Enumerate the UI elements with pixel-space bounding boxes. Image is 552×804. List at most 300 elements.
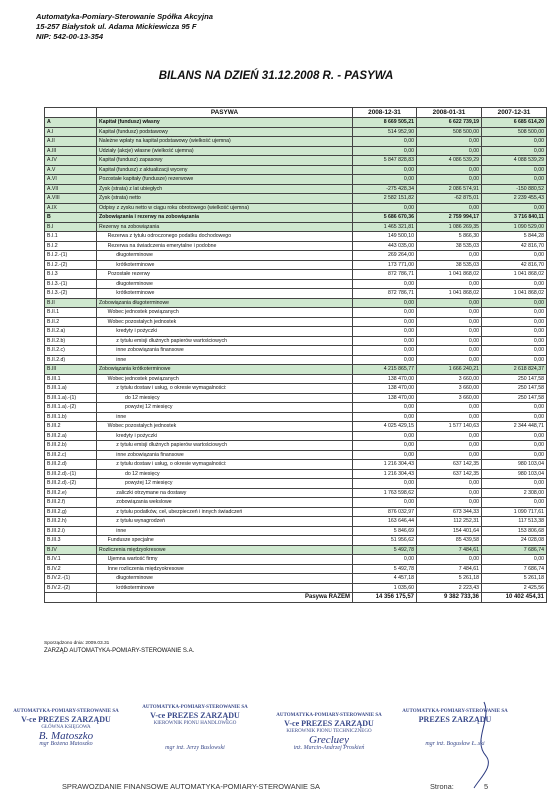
table-row bbox=[45, 184, 547, 194]
row-label: inne bbox=[97, 526, 353, 536]
row-value-1: 163 646,44 bbox=[353, 517, 417, 527]
stamp-2-dept: KIEROWNIK PIONU HANDLOWEGO bbox=[153, 721, 237, 726]
row-value-1: 5 492,78 bbox=[353, 564, 417, 574]
row-value-1: 1 763 598,62 bbox=[353, 488, 417, 498]
footer-text: SPRAWOZDANIE FINANSOWE AUTOMATYKA-POMIARY-STEROWANIE SA bbox=[62, 782, 320, 791]
row-value-3: -150 880,52 bbox=[482, 184, 547, 194]
row-value-1: 5 846,69 bbox=[353, 526, 417, 536]
row-value-1: -275 428,34 bbox=[353, 184, 417, 194]
row-code: B.III.1.a).-(1) bbox=[45, 393, 97, 403]
table-header-row bbox=[45, 108, 547, 118]
row-value-1: 5 492,78 bbox=[353, 545, 417, 555]
header-code bbox=[45, 108, 97, 118]
table-row bbox=[45, 118, 547, 128]
row-value-2: 0,00 bbox=[417, 336, 482, 346]
row-value-3: 24 028,08 bbox=[482, 536, 547, 546]
row-value-2: 5 261,18 bbox=[417, 574, 482, 584]
table-row bbox=[45, 241, 547, 251]
table-row bbox=[45, 336, 547, 346]
row-value-1: 51 956,62 bbox=[353, 536, 417, 546]
row-code: B.I.3.-(1) bbox=[45, 279, 97, 289]
table-row bbox=[45, 545, 547, 555]
row-value-3: 2 239 455,43 bbox=[482, 194, 547, 204]
document-title: BILANS NA DZIEŃ 31.12.2008 R. - PASYWA bbox=[158, 70, 394, 82]
row-value-2: 1 577 140,63 bbox=[417, 422, 482, 432]
table-row bbox=[45, 574, 547, 584]
row-code: B.IV bbox=[45, 545, 97, 555]
row-label: kredyty i pożyczki bbox=[97, 327, 353, 337]
row-code: B.I.2.-(2) bbox=[45, 260, 97, 270]
row-label: Zobowiązania i rezerwy na zobowiązania bbox=[97, 213, 353, 223]
row-code: B.III.2.g) bbox=[45, 507, 97, 517]
row-value-1: 5 686 670,36 bbox=[353, 213, 417, 223]
row-value-1: 0,00 bbox=[353, 165, 417, 175]
row-label: długoterminowe bbox=[97, 574, 353, 584]
row-value-1: 8 669 505,21 bbox=[353, 118, 417, 128]
row-value-1: 269 264,00 bbox=[353, 251, 417, 261]
row-value-2: 3 660,00 bbox=[417, 393, 482, 403]
table-row bbox=[45, 526, 547, 536]
row-value-2: 637 142,35 bbox=[417, 460, 482, 470]
row-label: Wobec pozostałych jednostek bbox=[97, 422, 353, 432]
table-row bbox=[45, 222, 547, 232]
stamp-4-name: mgr inż. Bogusław Ł..ski bbox=[425, 741, 485, 747]
row-code: B.II.1 bbox=[45, 308, 97, 318]
table-row bbox=[45, 460, 547, 470]
row-code: B.III.2.d).-(1) bbox=[45, 469, 97, 479]
table-row bbox=[45, 289, 547, 299]
row-value-1: 0,00 bbox=[353, 279, 417, 289]
table-row bbox=[45, 583, 547, 593]
row-code: B.III.3 bbox=[45, 536, 97, 546]
row-value-2: 0,00 bbox=[417, 279, 482, 289]
row-value-3: 0,00 bbox=[482, 327, 547, 337]
table-row bbox=[45, 146, 547, 156]
row-value-2: 0,00 bbox=[417, 251, 482, 261]
row-value-2: 0,00 bbox=[417, 488, 482, 498]
row-label: Wobec jednostek powiązanych bbox=[97, 374, 353, 384]
row-value-3: 117 513,38 bbox=[482, 517, 547, 527]
row-value-1: 1 035,60 bbox=[353, 583, 417, 593]
stamp-3-role: V-ce PREZES ZARZĄDU bbox=[284, 719, 374, 728]
row-value-2: 5 866,30 bbox=[417, 232, 482, 242]
row-value-2: 0,00 bbox=[417, 431, 482, 441]
row-value-3: 0,00 bbox=[482, 317, 547, 327]
row-code: B.IV.2 bbox=[45, 564, 97, 574]
row-value-3: 0,00 bbox=[482, 203, 547, 213]
total-value-3: 10 402 454,31 bbox=[482, 593, 547, 603]
stamp-3-signature: Grecluey bbox=[309, 734, 349, 746]
row-code: B.III.2.e) bbox=[45, 488, 97, 498]
table-row bbox=[45, 365, 547, 375]
row-value-3: 0,00 bbox=[482, 336, 547, 346]
row-label: inne bbox=[97, 355, 353, 365]
row-label: inne zobowiązania finansowe bbox=[97, 450, 353, 460]
stamp-1 bbox=[2, 708, 130, 748]
row-value-2: 637 142,35 bbox=[417, 469, 482, 479]
stamp-1-dept: GŁÓWNA KSIĘGOWA bbox=[41, 725, 91, 730]
stamp-2 bbox=[130, 704, 260, 752]
row-code: B.II.2.c) bbox=[45, 346, 97, 356]
row-value-1: 0,00 bbox=[353, 327, 417, 337]
row-label: inne zobowiązania finansowe bbox=[97, 346, 353, 356]
row-label: Rezerwa na świadczenia emerytalne i podobne bbox=[97, 241, 353, 251]
table-row bbox=[45, 498, 547, 508]
table-row bbox=[45, 374, 547, 384]
table-row bbox=[45, 127, 547, 137]
row-label: zaliczki otrzymane na dostawy bbox=[97, 488, 353, 498]
table-row bbox=[45, 270, 547, 280]
row-value-3: 42 816,70 bbox=[482, 260, 547, 270]
row-value-3: 250 147,58 bbox=[482, 393, 547, 403]
row-value-1: 5 847 828,83 bbox=[353, 156, 417, 166]
row-label: z tytułu emisji dłużnych papierów wartościowych bbox=[97, 336, 353, 346]
total-label: Pasywa RAZEM bbox=[97, 593, 353, 603]
row-value-2: 0,00 bbox=[417, 346, 482, 356]
row-value-1: 0,00 bbox=[353, 175, 417, 185]
stamp-3-dept: KIEROWNIK PIONU TECHNICZNEGO bbox=[286, 729, 372, 734]
row-value-3: 0,00 bbox=[482, 479, 547, 489]
header-2008-01-31: 2008-01-31 bbox=[417, 108, 482, 118]
table-row bbox=[45, 431, 547, 441]
row-value-3: 6 685 614,20 bbox=[482, 118, 547, 128]
table-row bbox=[45, 346, 547, 356]
row-value-2: 1 041 868,02 bbox=[417, 270, 482, 280]
row-value-1: 4 457,18 bbox=[353, 574, 417, 584]
header-pasywa: PASYWA bbox=[97, 108, 353, 118]
row-value-3: 4 088 539,29 bbox=[482, 156, 547, 166]
table-row bbox=[45, 441, 547, 451]
row-value-3: 0,00 bbox=[482, 403, 547, 413]
row-code: A.VI bbox=[45, 175, 97, 185]
row-value-1: 0,00 bbox=[353, 137, 417, 147]
table-row bbox=[45, 298, 547, 308]
stamp-3-company: AUTOMATYKA-POMIARY-STEROWANIE SA bbox=[276, 713, 382, 718]
table-row bbox=[45, 327, 547, 337]
row-value-1: 1 216 304,43 bbox=[353, 460, 417, 470]
row-code: A.II bbox=[45, 137, 97, 147]
stamp-4-company: AUTOMATYKA-POMIARY-STEROWANIE SA bbox=[402, 709, 508, 714]
row-label: krótkoterminowe bbox=[97, 260, 353, 270]
row-value-2: 154 401,64 bbox=[417, 526, 482, 536]
row-label: inne bbox=[97, 412, 353, 422]
row-value-1: 0,00 bbox=[353, 441, 417, 451]
row-label: długoterminowe bbox=[97, 251, 353, 261]
row-label: Inne rozliczenia międzyokresowe bbox=[97, 564, 353, 574]
row-label: długoterminowe bbox=[97, 279, 353, 289]
row-value-2: 2 086 574,91 bbox=[417, 184, 482, 194]
row-label: Należne wpłaty na kapitał podstawowy (wielkość ujemna) bbox=[97, 137, 353, 147]
row-code: B.III.2.i) bbox=[45, 526, 97, 536]
row-code: B.II.2 bbox=[45, 317, 97, 327]
row-value-1: 0,00 bbox=[353, 317, 417, 327]
table-row bbox=[45, 422, 547, 432]
row-label: krótkoterminowe bbox=[97, 289, 353, 299]
row-value-1: 0,00 bbox=[353, 431, 417, 441]
row-code: B.III bbox=[45, 365, 97, 375]
row-value-1: 4 025 429,15 bbox=[353, 422, 417, 432]
row-value-2: 2 223,43 bbox=[417, 583, 482, 593]
table-row bbox=[45, 479, 547, 489]
row-value-3: 0,00 bbox=[482, 346, 547, 356]
row-label: Kapitał (fundusz) podstawowy bbox=[97, 127, 353, 137]
row-label: do 12 miesięcy bbox=[97, 393, 353, 403]
row-value-2: 6 622 739,19 bbox=[417, 118, 482, 128]
row-code: B.IV.1 bbox=[45, 555, 97, 565]
total-value-2: 9 382 733,36 bbox=[417, 593, 482, 603]
row-value-3: 7 686,74 bbox=[482, 545, 547, 555]
footer-page-number: 5 bbox=[484, 782, 489, 791]
row-code: B.III.2 bbox=[45, 422, 97, 432]
row-value-2: 1 041 868,02 bbox=[417, 289, 482, 299]
table-row bbox=[45, 165, 547, 175]
row-code: A.IX bbox=[45, 203, 97, 213]
table-row bbox=[45, 555, 547, 565]
stamp-2-company: AUTOMATYKA-POMIARY-STEROWANIE SA bbox=[142, 705, 248, 710]
row-value-2: 0,00 bbox=[417, 479, 482, 489]
row-value-2: -62 875,01 bbox=[417, 194, 482, 204]
row-label: Pozostałe rezerwy bbox=[97, 270, 353, 280]
row-value-2: 0,00 bbox=[417, 412, 482, 422]
row-value-1: 0,00 bbox=[353, 346, 417, 356]
row-value-1: 2 582 151,82 bbox=[353, 194, 417, 204]
row-value-1: 0,00 bbox=[353, 479, 417, 489]
stamp-1-signature: B. Matoszko bbox=[38, 730, 94, 742]
row-value-1: 0,00 bbox=[353, 498, 417, 508]
row-value-3: 42 816,70 bbox=[482, 241, 547, 251]
row-label: z tytułu dostaw i usług, o okresie wymagalności: bbox=[97, 384, 353, 394]
row-value-3: 250 147,58 bbox=[482, 384, 547, 394]
row-value-2: 1 086 269,35 bbox=[417, 222, 482, 232]
row-label: Wobec pozostałych jednostek bbox=[97, 317, 353, 327]
row-label: kredyty i pożyczki bbox=[97, 431, 353, 441]
row-value-2: 0,00 bbox=[417, 298, 482, 308]
row-value-2: 0,00 bbox=[417, 317, 482, 327]
row-label: Odpisy z zysku netto w ciągu roku obrotowego (wielkość ujemna) bbox=[97, 203, 353, 213]
row-value-3: 2 425,56 bbox=[482, 583, 547, 593]
row-code: B.I.1 bbox=[45, 232, 97, 242]
table-row bbox=[45, 536, 547, 546]
row-value-2: 3 660,00 bbox=[417, 384, 482, 394]
row-value-3: 0,00 bbox=[482, 175, 547, 185]
row-value-1: 0,00 bbox=[353, 403, 417, 413]
row-value-3: 0,00 bbox=[482, 165, 547, 175]
row-value-1: 138 470,00 bbox=[353, 374, 417, 384]
stamp-1-role: V-ce PREZES ZARZĄDU bbox=[21, 715, 111, 724]
table-row bbox=[45, 213, 547, 223]
row-value-3: 0,00 bbox=[482, 298, 547, 308]
row-value-2: 0,00 bbox=[417, 403, 482, 413]
total-code bbox=[45, 593, 97, 603]
row-code: B bbox=[45, 213, 97, 223]
row-value-1: 0,00 bbox=[353, 203, 417, 213]
row-value-2: 7 484,61 bbox=[417, 545, 482, 555]
row-label: Ujemna wartość firmy bbox=[97, 555, 353, 565]
prepared-date: Sporządzono dnia: 2009.03.31 bbox=[44, 641, 110, 646]
row-code: B.II.2.b) bbox=[45, 336, 97, 346]
table-row bbox=[45, 564, 547, 574]
board-label: ZARZĄD AUTOMATYKA-POMIARY-STEROWANIE S.A. bbox=[44, 648, 195, 654]
table-row bbox=[45, 251, 547, 261]
row-value-3: 250 147,58 bbox=[482, 374, 547, 384]
row-value-3: 980 103,04 bbox=[482, 460, 547, 470]
row-value-2: 0,00 bbox=[417, 146, 482, 156]
row-code: A.III bbox=[45, 146, 97, 156]
row-code: B.I.2 bbox=[45, 241, 97, 251]
row-label: krótkoterminowe bbox=[97, 583, 353, 593]
total-value-1: 14 356 175,57 bbox=[353, 593, 417, 603]
row-value-1: 138 470,00 bbox=[353, 384, 417, 394]
balance-sheet-table bbox=[44, 107, 547, 603]
table-row bbox=[45, 384, 547, 394]
table-row bbox=[45, 469, 547, 479]
row-label: Rozliczenia międzyokresowe bbox=[97, 545, 353, 555]
row-code: A.IV bbox=[45, 156, 97, 166]
row-value-1: 0,00 bbox=[353, 336, 417, 346]
row-value-3: 5 261,18 bbox=[482, 574, 547, 584]
row-value-1: 872 786,71 bbox=[353, 270, 417, 280]
row-label: Rezerwy na zobowiązania bbox=[97, 222, 353, 232]
row-value-3: 2 618 824,37 bbox=[482, 365, 547, 375]
row-code: B.III.2.d) bbox=[45, 460, 97, 470]
row-value-1: 0,00 bbox=[353, 355, 417, 365]
stamp-2-signature bbox=[130, 728, 260, 744]
company-name: Automatyka-Pomiary-Sterowanie Spółka Akcyjna bbox=[36, 12, 213, 21]
row-label: do 12 miesięcy bbox=[97, 469, 353, 479]
row-value-3: 7 686,74 bbox=[482, 564, 547, 574]
row-value-2: 0,00 bbox=[417, 165, 482, 175]
stamp-1-company: AUTOMATYKA-POMIARY-STEROWANIE SA bbox=[13, 709, 119, 714]
row-label: Wobec jednostek powiązanych bbox=[97, 308, 353, 318]
row-value-2: 0,00 bbox=[417, 137, 482, 147]
row-value-2: 0,00 bbox=[417, 498, 482, 508]
row-code: B.I.2.-(1) bbox=[45, 251, 97, 261]
table-row bbox=[45, 308, 547, 318]
row-code: B.IV.2.-(2) bbox=[45, 583, 97, 593]
row-value-2: 2 759 994,17 bbox=[417, 213, 482, 223]
row-code: B.I.3.-(2) bbox=[45, 289, 97, 299]
row-value-2: 0,00 bbox=[417, 355, 482, 365]
row-code: B.III.1.a).-(2) bbox=[45, 403, 97, 413]
row-code: A.VII bbox=[45, 184, 97, 194]
row-label: Zobowiązania długoterminowe bbox=[97, 298, 353, 308]
row-value-1: 0,00 bbox=[353, 555, 417, 565]
row-value-1: 4 215 865,77 bbox=[353, 365, 417, 375]
row-value-3: 0,00 bbox=[482, 137, 547, 147]
row-value-3: 1 041 868,02 bbox=[482, 289, 547, 299]
row-label: Kapitał (fundusz) z aktualizacji wyceny bbox=[97, 165, 353, 175]
row-value-1: 0,00 bbox=[353, 450, 417, 460]
row-code: A.VIII bbox=[45, 194, 97, 204]
row-value-2: 4 086 539,29 bbox=[417, 156, 482, 166]
row-value-1: 514 952,90 bbox=[353, 127, 417, 137]
footer-page-label: Strona: bbox=[430, 782, 454, 791]
row-value-2: 508 500,00 bbox=[417, 127, 482, 137]
stamp-1-name: mgr Bożena Matoszko bbox=[39, 741, 93, 747]
row-value-3: 0,00 bbox=[482, 308, 547, 318]
row-code: B.I bbox=[45, 222, 97, 232]
table-row bbox=[45, 137, 547, 147]
row-value-3: 153 806,68 bbox=[482, 526, 547, 536]
row-value-2: 3 660,00 bbox=[417, 374, 482, 384]
row-label: powyżej 12 miesięcy bbox=[97, 479, 353, 489]
stamp-3 bbox=[262, 712, 396, 752]
table-row bbox=[45, 403, 547, 413]
row-label: Pozostałe kapitały (fundusze) rezerwowe bbox=[97, 175, 353, 185]
row-value-2: 7 484,61 bbox=[417, 564, 482, 574]
row-label: Kapitał (fundusz) zapasowy bbox=[97, 156, 353, 166]
row-code: B.II bbox=[45, 298, 97, 308]
row-value-1: 1 216 304,43 bbox=[353, 469, 417, 479]
signature-stroke-icon bbox=[462, 700, 502, 790]
row-code: B.IV.2.-(1) bbox=[45, 574, 97, 584]
row-label: Udziały (akcje) własne (wielkość ujemna) bbox=[97, 146, 353, 156]
row-code: B.III.1 bbox=[45, 374, 97, 384]
row-value-1: 0,00 bbox=[353, 412, 417, 422]
row-value-1: 173 771,00 bbox=[353, 260, 417, 270]
header-2007-12-31: 2007-12-31 bbox=[482, 108, 547, 118]
row-value-2: 0,00 bbox=[417, 450, 482, 460]
table-row bbox=[45, 175, 547, 185]
row-value-2: 673 344,33 bbox=[417, 507, 482, 517]
row-value-3: 0,00 bbox=[482, 431, 547, 441]
row-code: B.III.1.a) bbox=[45, 384, 97, 394]
stamp-3-name: inż. Marcin-Andrzej Proskień bbox=[293, 745, 365, 751]
table-row bbox=[45, 203, 547, 213]
row-code: A.I bbox=[45, 127, 97, 137]
row-value-3: 5 844,28 bbox=[482, 232, 547, 242]
company-address: 15-257 Białystok ul. Adama Mickiewicza 95 F bbox=[36, 22, 197, 31]
row-value-2: 0,00 bbox=[417, 308, 482, 318]
stamp-2-name: mgr inż. Jerzy Buslowski bbox=[165, 745, 225, 751]
row-value-1: 138 470,00 bbox=[353, 393, 417, 403]
table-row bbox=[45, 412, 547, 422]
row-value-1: 876 032,97 bbox=[353, 507, 417, 517]
row-code: B.III.1.b) bbox=[45, 412, 97, 422]
row-value-2: 38 535,03 bbox=[417, 241, 482, 251]
row-code: B.III.2.b) bbox=[45, 441, 97, 451]
row-value-2: 0,00 bbox=[417, 441, 482, 451]
row-code: B.II.2.a) bbox=[45, 327, 97, 337]
table-row bbox=[45, 450, 547, 460]
row-label: Zysk (strata) z lat ubiegłych bbox=[97, 184, 353, 194]
row-value-2: 1 666 240,21 bbox=[417, 365, 482, 375]
table-row bbox=[45, 507, 547, 517]
table-row bbox=[45, 317, 547, 327]
row-value-3: 2 344 448,71 bbox=[482, 422, 547, 432]
row-code: A bbox=[45, 118, 97, 128]
row-code: B.I.3 bbox=[45, 270, 97, 280]
row-value-3: 0,00 bbox=[482, 355, 547, 365]
row-value-1: 0,00 bbox=[353, 298, 417, 308]
row-value-2: 0,00 bbox=[417, 555, 482, 565]
row-value-3: 1 090 529,00 bbox=[482, 222, 547, 232]
row-code: B.III.2.a) bbox=[45, 431, 97, 441]
row-value-1: 1 465 321,81 bbox=[353, 222, 417, 232]
row-value-3: 0,00 bbox=[482, 279, 547, 289]
table-row bbox=[45, 393, 547, 403]
row-value-3: 0,00 bbox=[482, 441, 547, 451]
row-value-2: 112 252,31 bbox=[417, 517, 482, 527]
row-value-1: 0,00 bbox=[353, 308, 417, 318]
stamp-4-role: PREZES ZARZĄDU bbox=[418, 715, 492, 724]
table-row bbox=[45, 488, 547, 498]
row-value-2: 85 439,58 bbox=[417, 536, 482, 546]
row-value-3: 508 500,00 bbox=[482, 127, 547, 137]
row-label: zobowiązania wekslowe bbox=[97, 498, 353, 508]
row-label: z tytułu emisji dłużnych papierów wartościowych bbox=[97, 441, 353, 451]
table-row bbox=[45, 232, 547, 242]
